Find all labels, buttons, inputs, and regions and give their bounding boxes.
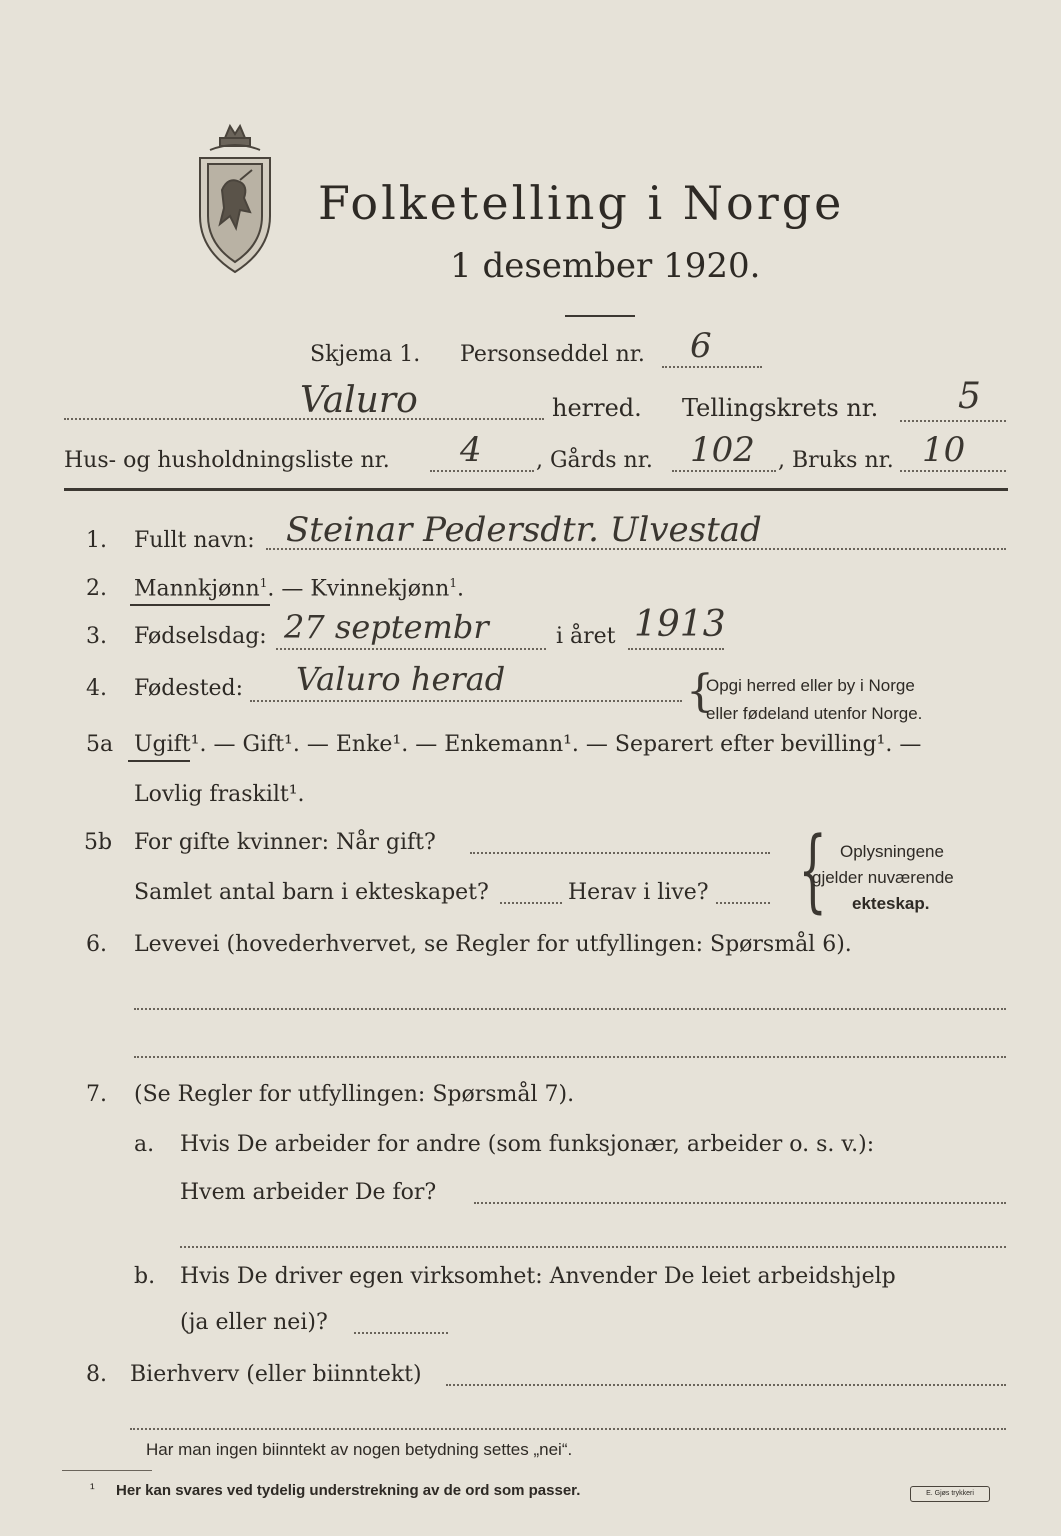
sex-separator: . — — [267, 576, 311, 602]
bleed-through-text — [400, 92, 405, 110]
side-income-note: Har man ingen biinntekt av nogen betydning settes „nei“. — [146, 1440, 573, 1459]
birthplace-note-line1: Opgi herred eller by i Norge — [706, 676, 915, 695]
side-income-field-2[interactable] — [130, 1428, 1006, 1430]
bruks-field[interactable] — [900, 470, 1006, 472]
footnote-text: Her kan svares ved tydelig understrekning av de ord som passer. — [116, 1482, 581, 1499]
q7-label: (Se Regler for utfyllingen: Spørsmål 7). — [134, 1082, 575, 1107]
q7a-letter: a. — [134, 1132, 155, 1157]
question-number: 6. — [86, 932, 107, 957]
married-when-label: For gifte kvinner: Når gift? — [134, 830, 436, 855]
birthplace-field[interactable] — [250, 700, 682, 702]
married-when-field[interactable] — [470, 852, 770, 854]
birthplace-label: Fødested: — [134, 676, 244, 701]
q7b-letter: b. — [134, 1264, 156, 1289]
birthday-label: Fødselsdag: — [134, 624, 267, 649]
full-name-label: Fullt navn: — [134, 528, 255, 553]
bruks-label: , Bruks nr. — [778, 448, 894, 473]
personseddel-label: Personseddel nr. — [460, 342, 645, 367]
personseddel-field[interactable] — [662, 366, 762, 368]
question-number: 3. — [86, 624, 107, 649]
question-number: 5a — [86, 732, 114, 757]
female-option[interactable]: Kvinnekjønn — [310, 576, 450, 602]
tellingskrets-label: Tellingskrets nr. — [682, 394, 879, 422]
title-divider — [565, 315, 635, 317]
year-value: 1913 — [634, 604, 726, 645]
birthday-field[interactable] — [276, 648, 546, 650]
birthday-value: 27 septembr — [284, 608, 489, 646]
gards-label: , Gårds nr. — [536, 448, 653, 473]
full-name-value: Steinar Pedersdtr. Ulvestad — [286, 510, 762, 550]
marriage-note-line2: gjelder nuværende — [812, 868, 954, 887]
tellingskrets-field[interactable] — [900, 420, 1006, 422]
employer-field-2[interactable] — [180, 1246, 1006, 1248]
occupation-label: Levevei (hovederhvervet, se Regler for utfyllingen: Spørsmål 6). — [134, 932, 852, 957]
occupation-field-1[interactable] — [134, 1008, 1006, 1010]
gards-value: 102 — [690, 430, 755, 470]
question-number: 5b — [84, 830, 113, 855]
footnote-rule — [62, 1470, 152, 1471]
birthplace-note-line2: eller fødeland utenfor Norge. — [706, 704, 923, 723]
employer-field[interactable] — [474, 1202, 1006, 1204]
herred-field[interactable] — [64, 418, 544, 420]
side-income-label: Bierhverv (eller biinntekt) — [130, 1362, 422, 1387]
ugift-underline-mark — [128, 760, 190, 762]
year-label: i året — [556, 624, 616, 649]
question-number: 2. — [86, 576, 107, 601]
male-underline-mark — [130, 604, 270, 606]
marriage-note-line1: Oplysningene — [840, 842, 944, 861]
question-number: 4. — [86, 676, 107, 701]
herred-value: Valuro — [300, 380, 418, 421]
question-number: 8. — [86, 1362, 107, 1387]
marriage-note-line3: ekteskap. — [852, 894, 930, 913]
children-alive-field[interactable] — [716, 902, 770, 904]
employer-label: Hvem arbeider De for? — [180, 1180, 437, 1205]
tellingskrets-value: 5 — [958, 376, 981, 417]
marital-status-options[interactable]: Ugift¹. — Gift¹. — Enke¹. — Enkemann¹. — Separert efter bevilling¹. — — [134, 732, 922, 757]
bruks-value: 10 — [922, 430, 966, 470]
children-alive-label: Herav i live? — [568, 880, 709, 905]
hired-help-label: (ja eller nei)? — [180, 1310, 328, 1335]
gards-field[interactable] — [672, 470, 776, 472]
question-number: 1. — [86, 528, 107, 553]
children-count-field[interactable] — [500, 902, 562, 904]
occupation-field-2[interactable] — [134, 1056, 1006, 1058]
census-date: 1 desember 1920. — [450, 246, 761, 286]
birthplace-note-brace: { — [686, 666, 714, 717]
children-count-label: Samlet antal barn i ekteskapet? — [134, 880, 489, 905]
marriage-note-brace: { — [798, 818, 827, 923]
sex-end: . — [456, 576, 464, 602]
herred-label: herred. — [552, 394, 642, 422]
schema-label: Skjema 1. — [310, 342, 421, 367]
q7b-text: Hvis De driver egen virksomhet: Anvender De leiet arbeidshjelp — [180, 1264, 896, 1289]
side-income-field[interactable] — [446, 1384, 1006, 1386]
hired-help-field[interactable] — [354, 1332, 448, 1334]
year-field[interactable] — [628, 648, 724, 650]
male-option[interactable]: Mannkjønn — [134, 576, 260, 602]
question-number: 7. — [86, 1082, 107, 1107]
q7a-text: Hvis De arbeider for andre (som funksjonær, arbeider o. s. v.): — [180, 1132, 875, 1157]
marital-status-options-cont[interactable]: Lovlig fraskilt¹. — [134, 782, 305, 807]
printer-stamp-text: E. Gjøs trykkeri — [926, 1490, 974, 1497]
coat-of-arms-emblem — [190, 120, 280, 280]
full-name-field[interactable] — [266, 548, 1006, 550]
birthplace-value: Valuro herad — [296, 660, 506, 698]
page-title: Folketelling i Norge — [318, 176, 845, 230]
household-list-label: Hus- og husholdningsliste nr. — [64, 448, 390, 473]
household-list-value: 4 — [460, 430, 482, 470]
household-list-field[interactable] — [430, 470, 534, 472]
footnote-mark: ¹ — [90, 1480, 95, 1496]
personseddel-value: 6 — [690, 326, 712, 366]
printer-stamp — [910, 1486, 990, 1502]
sex-options: Mannkjønn$^1$. — Kvinnekjønn$^1$. — [134, 576, 464, 602]
header-divider — [64, 488, 1008, 491]
